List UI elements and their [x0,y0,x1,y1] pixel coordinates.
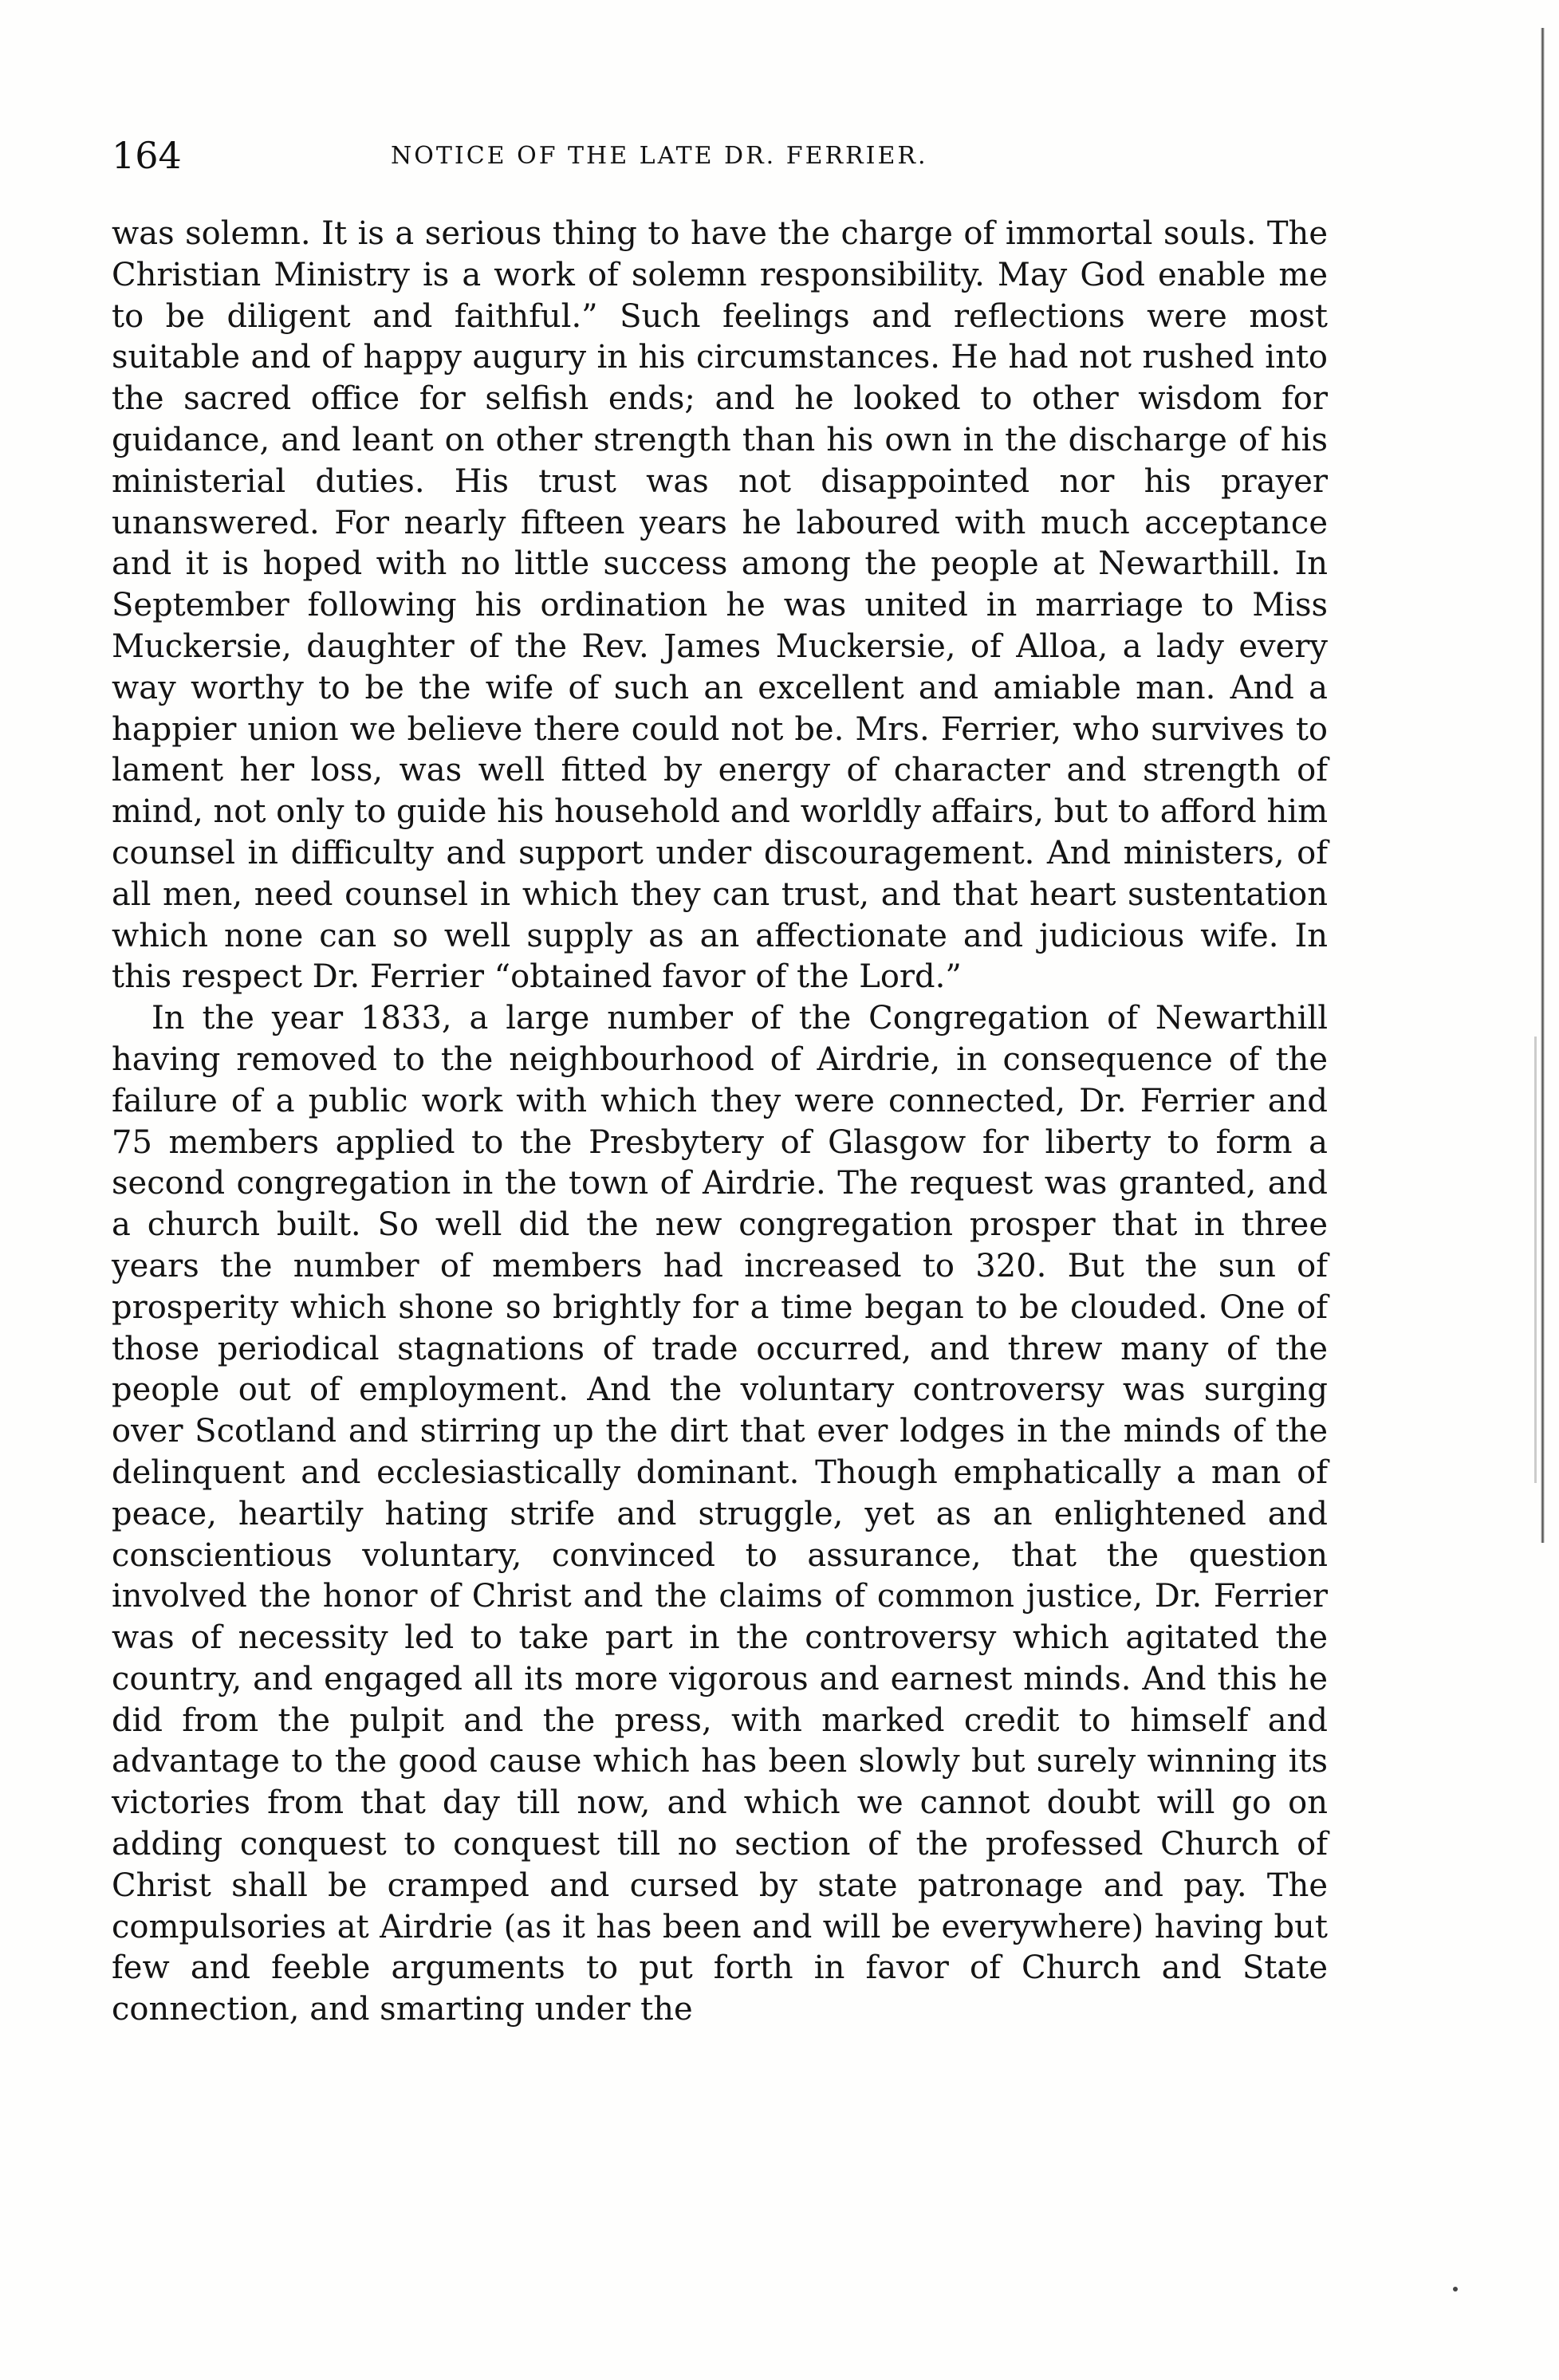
running-head: NOTICE OF THE LATE DR. FERRIER. [391,142,928,170]
page-number: 164 [112,134,182,177]
paragraph-2: In the year 1833, a large number of the Congregation of Newarthill having removed to the neighbourhood of Airdrie, in consequence of the failure of a public work with which they were connected, Dr. Ferrier and 75 members applied to the Presbytery of Glasgow for liberty to form a second congregation in the town of Airdrie. The request was granted, and a church built. So well did the new congregation prosper that in three years the number of members had increased to 320. But the sun of prosperity which shone so brightly for a time began to be clouded. One of those periodical stagnations of trade occurred, and threw many of the people out of employment. And the voluntary controversy was surging over Scotland and stirring up the dirt that ever lodges in the minds of the delinquent and ecclesiastically dominant. Though emphatically a man of peace, heartily hating strife and struggle, yet as an enlightened and conscientious voluntary, convinced to assurance, that the question involved the honor of Christ and the claims of common justice, Dr. Ferrier was of necessity led to take part in the controversy which agitated the country, and engaged all its more vigorous and earnest minds. And this he did from the pulpit and the press, with marked credit to himself and advantage to the good cause which has been slowly but surely winning its victories from that day till now, and which we cannot doubt will go on adding conquest to conquest till no section of the professed Church of Christ shall be cramped and cursed by state patronage and pay. The compulsories at Airdrie (as it has been and will be everywhere) having but few and feeble arguments to put forth in favor of Church and State connection, and smarting under the [112,1000,1328,2028]
page-edge-shadow [1541,28,1545,1543]
page-header [112,132,1332,179]
page-edge-mark [1534,1037,1537,1483]
paragraph-1: was solemn. It is a serious thing to have the charge of immortal souls. The Christian Ministry is a work of solemn responsibility. May God enable me to be diligent and faithful.” Such feelings and reflections were most suitable and of happy augury in his circumstances. He had not rushed into the sacred office for selfish ends; and he looked to other wisdom for guidance, and leant on other strength than his own in the discharge of his ministerial duties. His trust was not disappointed nor his prayer unanswered. For nearly fifteen years he laboured with much acceptance and it is hoped with no little success among the people at Newarthill. In September following his ordination he was united in marriage to Miss Muckersie, daughter of the Rev. James Muckersie, of Alloa, a lady every way worthy to be the wife of such an excellent and amiable man. And a happier union we believe there could not be. Mrs. Ferrier, who survives to lament her loss, was well fitted by energy of character and strength of mind, not only to guide his household and worldly affairs, but to afford him counsel in difficulty and support under discouragement. And ministers, of all men, need counsel in which they can trust, and that heart sustentation which none can so well supply as an affectionate and judicious wife. In this respect Dr. Ferrier “obtained favor of the Lord.” [112,215,1328,996]
body-text [112,214,1328,2031]
ink-speck [1453,2287,1458,2291]
